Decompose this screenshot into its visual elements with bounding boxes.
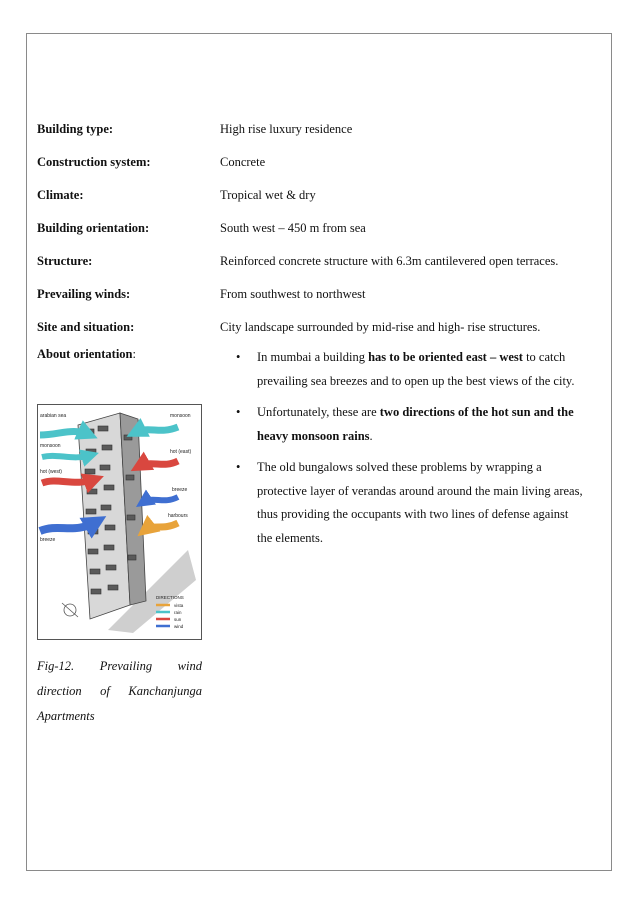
hot-east-arrow-icon — [138, 461, 178, 467]
bullet-bold-text: has to be oriented east – west — [368, 350, 523, 364]
bullet-bold-text: two directions of the hot sun and the heavy monsoon rains — [257, 405, 574, 443]
legend-label-sun: sun — [174, 617, 182, 622]
sun-arrow-icon — [42, 479, 96, 483]
row-value: From southwest to northwest — [220, 287, 366, 301]
row-value: Concrete — [220, 155, 266, 169]
bullet-text: Unfortunately, these are — [257, 405, 380, 419]
legend-label-vista: vista — [174, 603, 184, 608]
row-value: Reinforced concrete structure with 6.3m cantilevered open terraces. — [220, 254, 559, 268]
figure-caption: Fig-12. Prevailing wind direction of Kanchanjunga Apartments — [37, 659, 202, 723]
about-orientation-label — [37, 346, 136, 362]
label-monsoon-left: monsoon — [40, 443, 61, 449]
row-label: Site and situation: — [37, 320, 135, 334]
orientation-bullets — [220, 346, 585, 558]
row-label: Prevailing winds: — [37, 287, 131, 301]
legend-label-rain: rain — [174, 610, 182, 615]
bullet-glyph: • — [236, 460, 241, 474]
building-illustration — [38, 405, 202, 640]
label-harbours: harbours — [168, 513, 188, 519]
legend-title: DIRECTIONS — [156, 595, 184, 600]
bullet-item — [220, 346, 585, 393]
label-arabian-sea: arabian sea — [40, 413, 67, 419]
row-label: Structure: — [37, 254, 93, 268]
row-value: Tropical wet & dry — [220, 188, 316, 202]
bullet-text-end: . — [369, 428, 373, 443]
about-orientation-colon: : — [132, 347, 136, 361]
tower-icon — [78, 413, 146, 619]
wind-direction-figure — [37, 404, 202, 640]
about-orientation-label-text: About orientation — [37, 347, 133, 361]
bullet-item — [220, 456, 585, 550]
vista-arrow-icon — [40, 431, 90, 435]
rain-arrow-icon — [42, 455, 92, 457]
bullet-item — [220, 401, 585, 448]
monsoon-arrow-icon — [134, 427, 178, 433]
label-monsoon-right: monsoon — [170, 413, 191, 419]
bullet-glyph: • — [236, 350, 241, 364]
label-breeze-left: breeze — [40, 537, 56, 543]
bullet-text: The old bungalows solved these problems by wrapping a protective layer of verandas around around the main living areas, thus providing the occupants with two lines of defense against the elements. — [257, 460, 583, 545]
label-hot-west: hot (west) — [40, 469, 62, 475]
row-label: Building type: — [37, 122, 114, 136]
bullet-text: In mumbai a building — [257, 350, 369, 364]
harbours-arrow-icon — [144, 523, 178, 531]
legend-label-wind: wind — [174, 624, 184, 629]
row-value: South west – 450 m from sea — [220, 221, 366, 235]
label-breeze-right: breeze — [172, 487, 188, 493]
bullet-glyph: • — [236, 405, 241, 419]
row-label: Climate: — [37, 188, 84, 202]
row-label: Construction system: — [37, 155, 151, 169]
breeze-arrow-icon — [142, 497, 178, 503]
bullet-text-end: to catch prevailing sea breezes and to open up the best views of the city. — [257, 350, 575, 388]
row-label: Building orientation: — [37, 221, 150, 235]
row-value: High rise luxury residence — [220, 122, 353, 136]
row-value: City landscape surrounded by mid-rise and high- rise structures. — [220, 320, 541, 334]
label-hot-east: hot (east) — [170, 449, 192, 455]
